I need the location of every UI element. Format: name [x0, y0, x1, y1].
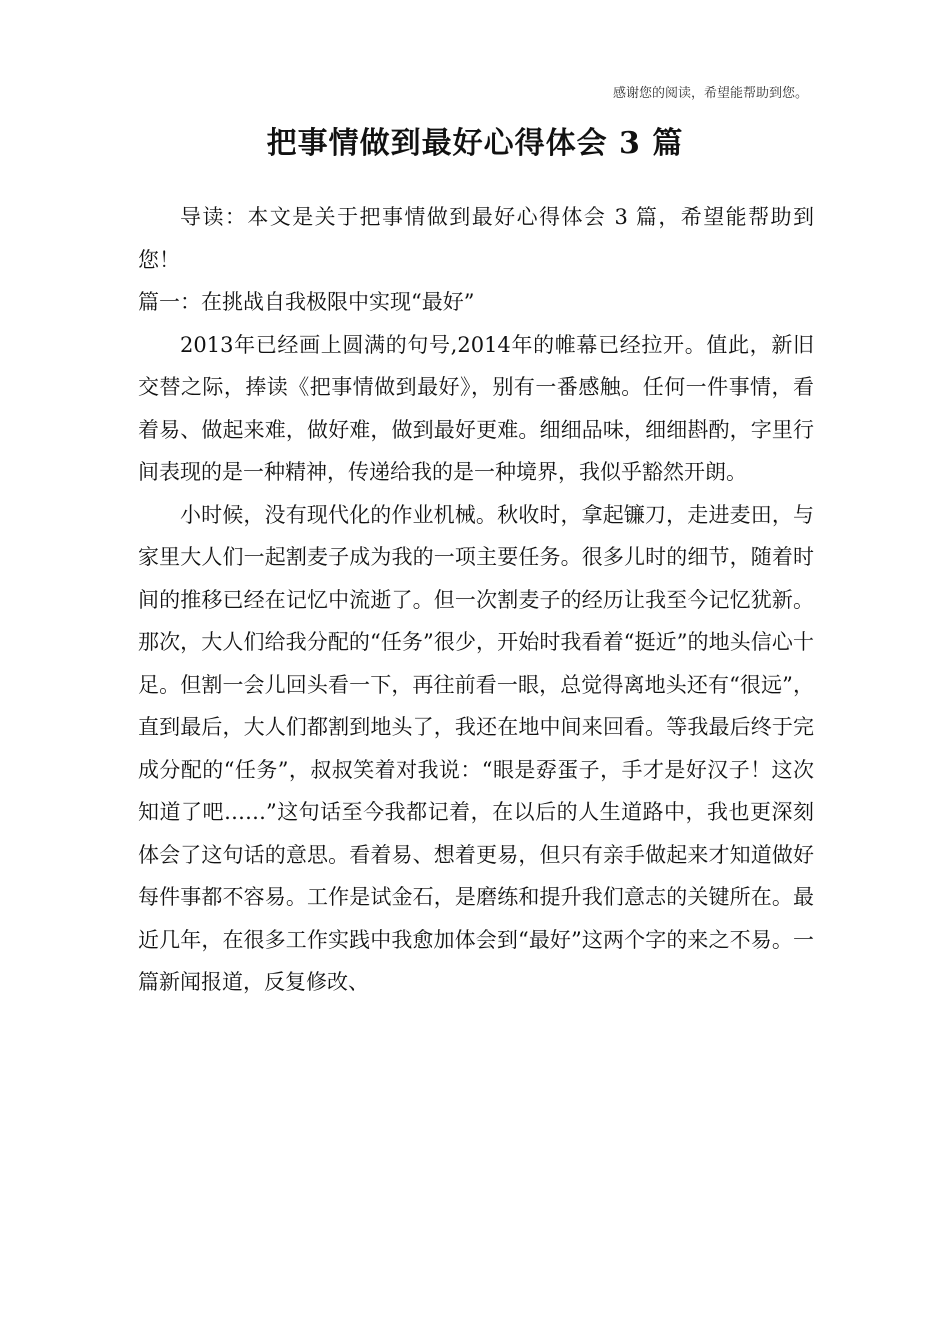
header-note: 感谢您的阅读，希望能帮助到您。	[612, 86, 808, 101]
section-heading: 篇一：在挑战自我极限中实现“最好”	[138, 290, 475, 314]
body-paragraph: 小时候，没有现代化的作业机械。秋收时，拿起镰刀，走进麦田，与家里大人们一起割麦子成为我的一项主要任务。很多儿时的细节，随着时间的推移已经在记忆中流逝了。但一次割麦子的经历让我至今记忆犹新。那次，大人们给我分配的“任务”很少，开始时我看着“挺近”的地头信心十足。但割一会儿回头看一下，再往前看一眼，总觉得离地头还有“很远”，直到最后，大人们都割到地头了，我还在地中间来回看。等我最后终于完成分配的“任务”，叔叔笑着对我说：“眼是孬蛋子，手才是好汉子！这次知道了吧……”这句话至今我都记着，在以后的人生道路中，我也更深刻体会了这句话的意思。看着易、想着更易，但只有亲手做起来才知道做好每件事都不容易。工作是试金石，是磨练和提升我们意志的关键所在。最近几年，在很多工作实践中我愈加体会到“最好”这两个字的来之不易。一篇新闻报道，反复修改、	[138, 502, 814, 994]
body-paragraph: 2013年已经画上圆满的句号,2014年的帷幕已经拉开。值此，新旧交替之际，捧读《把事情做到最好》，别有一番感触。任何一件事情，看着易、做起来难，做好难，做到最好更难。细细品味，细细斟酌，字里行间表现的是一种精神，传递给我的是一种境界，我似乎豁然开朗。	[138, 332, 814, 484]
intro-paragraph: 导读：本文是关于把事情做到最好心得体会 3 篇，希望能帮助到您！	[138, 205, 814, 272]
document-body	[138, 196, 814, 1004]
document-title: 把事情做到最好心得体会 3 篇	[266, 126, 684, 161]
